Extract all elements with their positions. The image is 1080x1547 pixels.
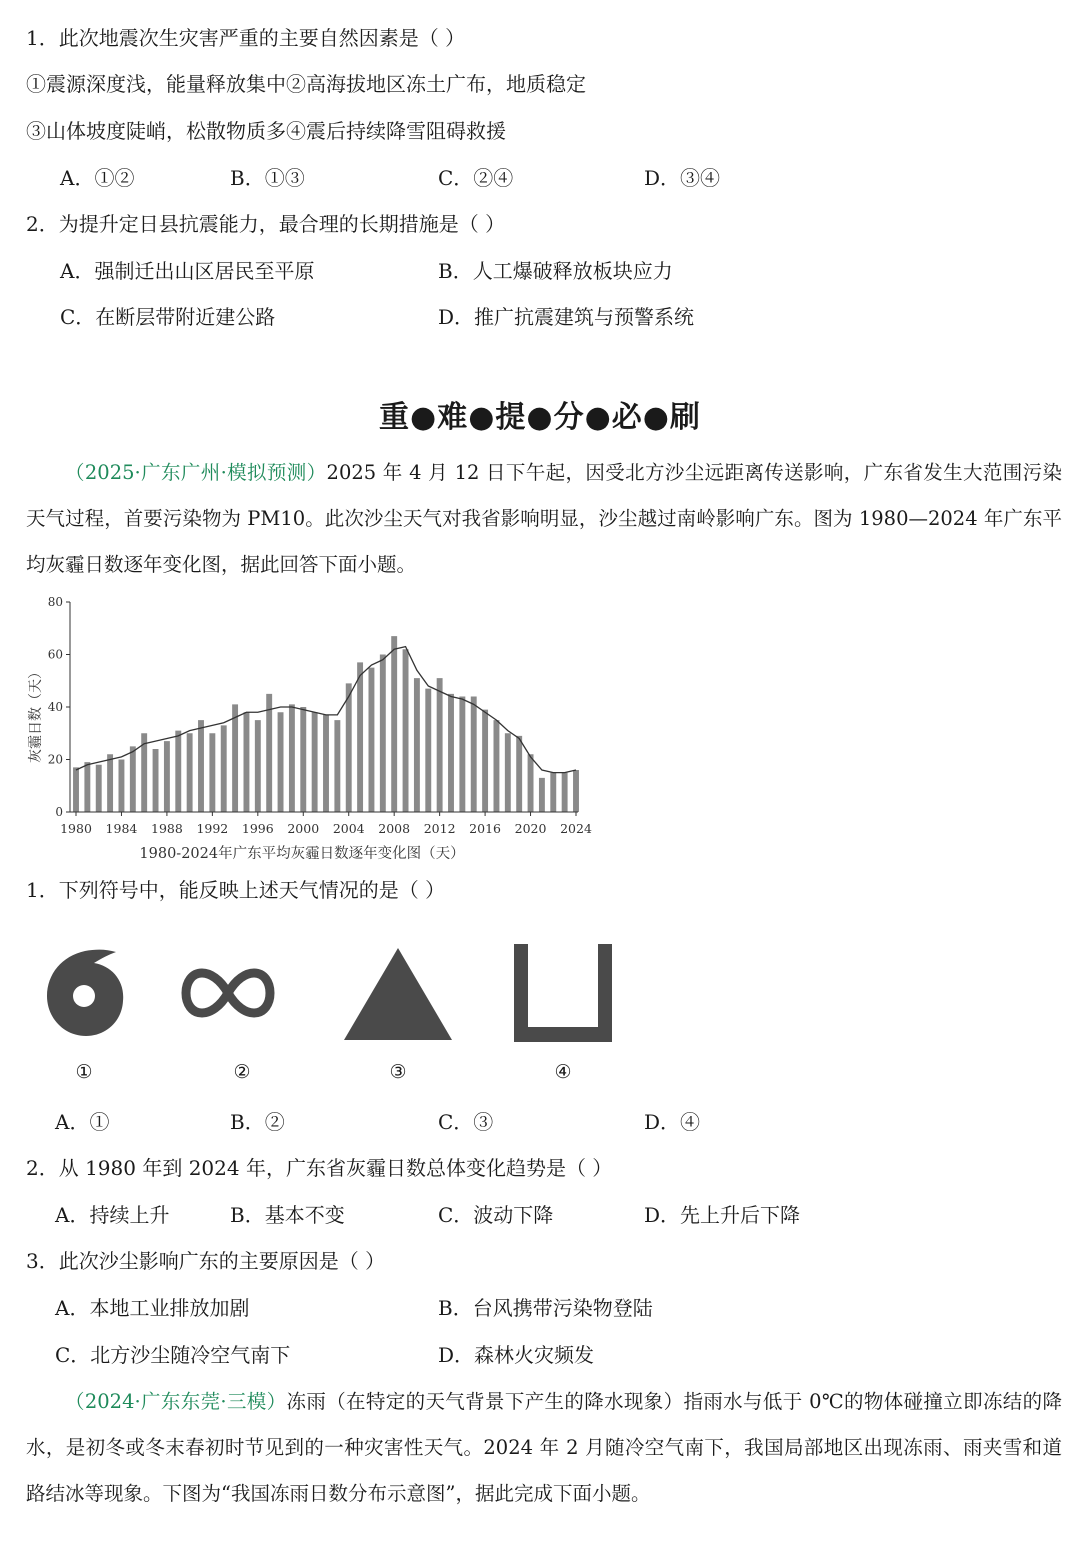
typhoon-icon <box>44 946 126 1042</box>
chart-ylabel: 灰霾日数（天） <box>28 665 44 763</box>
bar-2002 <box>323 715 329 812</box>
x-tick-label: 1992 <box>196 821 229 836</box>
bar-2015 <box>471 697 477 813</box>
symbol-label-4: ④ <box>554 1061 572 1083</box>
x-tick-label: 1984 <box>105 821 138 836</box>
bar-1997 <box>266 694 272 812</box>
bar-2011 <box>425 689 431 812</box>
bar-1992 <box>209 733 215 812</box>
bar-2005 <box>357 662 363 812</box>
q-new-1-option-c[interactable]: C．③ <box>438 1110 494 1134</box>
x-tick-label: 2008 <box>378 821 411 836</box>
q-prev-1-stem: 1．此次地震次生灾害严重的主要自然因素是（ ） <box>26 26 466 50</box>
bar-1985 <box>130 746 136 812</box>
bar-1996 <box>255 720 261 812</box>
x-tick-label: 2024 <box>560 821 592 836</box>
bar-1990 <box>187 733 193 812</box>
y-tick-label: 60 <box>47 647 63 662</box>
bar-2018 <box>505 733 511 812</box>
bar-2001 <box>312 712 318 812</box>
bar-2007 <box>380 655 386 813</box>
q-new-2-option-a[interactable]: A．持续上升 <box>55 1203 170 1227</box>
q-prev-2-stem: 2．为提升定日县抗震能力，最合理的长期措施是（ ） <box>26 212 506 236</box>
passage-2-source: （2024·广东东莞·三模） <box>65 1390 287 1413</box>
q-prev-1-option-d[interactable]: D．③④ <box>644 166 721 190</box>
q-new-1-option-b[interactable]: B．② <box>230 1110 285 1134</box>
bar-1993 <box>221 725 227 812</box>
q-new-2-stem: 2．从 1980 年到 2024 年，广东省灰霾日数总体变化趋势是（ ） <box>26 1156 613 1180</box>
q-prev-2-option-d[interactable]: D．推广抗震建筑与预警系统 <box>438 305 695 329</box>
q-new-2-option-c[interactable]: C．波动下降 <box>438 1203 554 1227</box>
bar-2019 <box>516 736 522 812</box>
bar-1994 <box>232 704 238 812</box>
infinity-haze-icon <box>180 965 276 1021</box>
bar-1987 <box>153 749 159 812</box>
bar-1989 <box>175 731 181 812</box>
haze-days-chart <box>26 592 606 867</box>
q-new-2-option-b[interactable]: B．基本不变 <box>230 1203 345 1227</box>
bar-2013 <box>448 694 454 812</box>
q-prev-1-option-c[interactable]: C．②④ <box>438 166 514 190</box>
y-tick-label: 40 <box>47 700 63 714</box>
bar-1995 <box>244 712 250 812</box>
passage-2-text: 冻雨（在特定的天气背景下产生的降水现象）指雨水与低于 0℃的物体碰撞立即冻结的降水，是初冬或冬末春初时节见到的一种灾害性天气。2024 年 2 月随冷空气南下，我国局部地区出现冻雨、雨夹雪和道路结冰等现象。下图为“我国冻雨日数分布示意图”，据此完成下面小题。 <box>26 1390 1063 1505</box>
q-new-3-option-d[interactable]: D．森林火灾频发 <box>438 1343 595 1367</box>
q-prev-2-option-a[interactable]: A．强制迁出山区居民至平原 <box>60 259 315 283</box>
q-new-3-option-c[interactable]: C．北方沙尘随冷空气南下 <box>55 1343 291 1367</box>
symbol-label-2: ② <box>233 1061 251 1083</box>
q-new-1-stem: 1．下列符号中，能反映上述天气情况的是（ ） <box>26 878 446 902</box>
bar-1983 <box>107 754 113 812</box>
passage-1-text: 2025 年 4 月 12 日下午起，因受北方沙尘远距离传送影响，广东省发生大范围污染天气过程，首要污染物为 PM10。此次沙尘天气对我省影响明显，沙尘越过南岭影响广东。图为 1980—2024 年广东平均灰霾日数逐年变化图，据此回答下面小题。 <box>26 461 1062 576</box>
x-tick-label: 2000 <box>287 821 320 836</box>
bar-2020 <box>528 754 534 812</box>
bar-2008 <box>391 636 397 812</box>
bar-2024 <box>573 770 579 812</box>
q-prev-1-statements-2: ③山体坡度陡峭，松散物质多④震后持续降雪阻碍救援 <box>26 119 506 143</box>
bar-2003 <box>334 720 340 812</box>
bar-2021 <box>539 778 545 812</box>
q-new-2-option-d[interactable]: D．先上升后下降 <box>644 1203 801 1227</box>
bar-2012 <box>437 678 443 812</box>
bar-1980 <box>73 767 79 812</box>
bar-2017 <box>494 720 500 812</box>
q-new-3-option-a[interactable]: A．本地工业排放加剧 <box>55 1296 250 1320</box>
bar-1991 <box>198 720 204 812</box>
bar-1982 <box>96 765 102 812</box>
bar-1999 <box>289 704 295 812</box>
q-new-3-stem: 3．此次沙尘影响广东的主要原因是（ ） <box>26 1249 386 1273</box>
bar-2009 <box>403 649 409 812</box>
y-tick-label: 80 <box>47 595 63 609</box>
q-prev-1-statements-1: ①震源深度浅，能量释放集中②高海拔地区冻土广布，地质稳定 <box>26 72 586 96</box>
bar-2022 <box>550 773 556 812</box>
q-prev-1-option-a[interactable]: A．①② <box>60 166 135 190</box>
bar-2023 <box>562 773 568 812</box>
x-tick-label: 1980 <box>60 821 92 836</box>
x-tick-label: 2012 <box>423 821 456 836</box>
x-tick-label: 2004 <box>332 821 365 836</box>
q-prev-2-option-b[interactable]: B．人工爆破释放板块应力 <box>438 259 673 283</box>
bar-2010 <box>414 678 420 812</box>
symbol-label-1: ① <box>75 1061 93 1083</box>
bar-1988 <box>164 741 170 812</box>
q-new-1-option-a[interactable]: A．① <box>55 1110 110 1134</box>
passage-1 <box>26 450 1062 588</box>
q-prev-1-option-b[interactable]: B．①③ <box>230 166 305 190</box>
x-tick-label: 2020 <box>514 821 547 836</box>
bar-2000 <box>300 707 306 812</box>
section-title: 重●难●提●分●必●刷 <box>379 400 701 435</box>
u-shape-icon <box>514 944 612 1042</box>
symbol-label-3: ③ <box>389 1061 407 1083</box>
bar-2016 <box>482 710 488 812</box>
bar-1998 <box>278 712 284 812</box>
q-prev-2-option-c[interactable]: C．在断层带附近建公路 <box>60 305 276 329</box>
bar-2004 <box>346 683 352 812</box>
passage-1-source: （2025·广东广州·模拟预测） <box>65 461 327 484</box>
q-new-1-option-d[interactable]: D．④ <box>644 1110 701 1134</box>
bar-1984 <box>119 760 125 813</box>
bar-2006 <box>369 668 375 812</box>
x-tick-label: 1996 <box>241 821 274 836</box>
x-tick-label: 1988 <box>151 821 183 836</box>
bar-1981 <box>84 762 90 812</box>
chart-title: 1980-2024年广东平均灰霾日数逐年变化图（天） <box>139 846 465 862</box>
y-tick-label: 0 <box>55 805 63 819</box>
x-tick-label: 2016 <box>469 821 501 836</box>
passage-2 <box>26 1379 1062 1517</box>
y-tick-label: 20 <box>47 752 63 767</box>
triangle-hail-icon <box>342 946 454 1042</box>
q-new-3-option-b[interactable]: B．台风携带污染物登陆 <box>438 1296 653 1320</box>
bar-2014 <box>459 697 465 813</box>
